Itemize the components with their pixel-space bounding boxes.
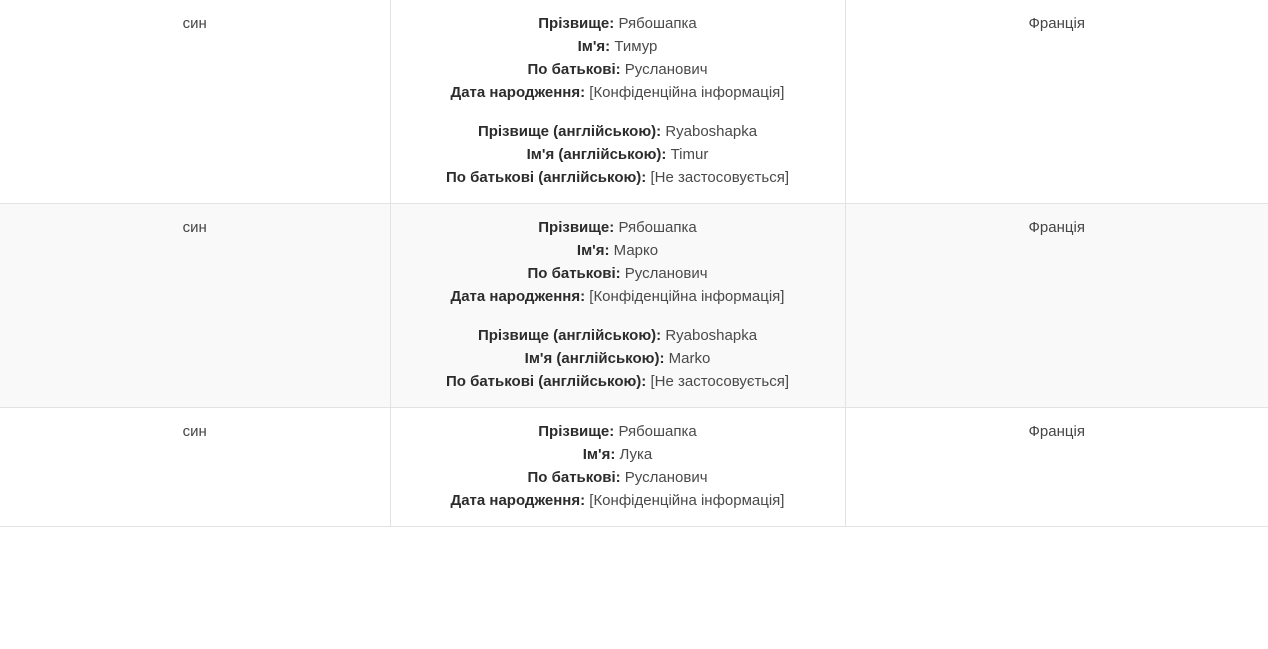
patronymic-label: По батькові: <box>527 61 621 78</box>
surname-label: Прізвище: <box>538 423 615 440</box>
patronymic-en-value: [Не застосовується] <box>650 373 790 390</box>
table-row <box>0 408 1268 527</box>
birth-date-line <box>405 285 831 308</box>
relation-value: син <box>182 219 207 236</box>
first-name-en-line <box>405 143 831 166</box>
relation-value: син <box>182 423 207 440</box>
first-name-label: Ім'я: <box>577 38 611 55</box>
first-name-value: Лука <box>619 446 653 463</box>
country-cell <box>845 408 1268 527</box>
birth-date-value: [Конфіденційна інформація] <box>589 84 785 101</box>
surname-en-label: Прізвище (англійською): <box>477 123 662 140</box>
patronymic-en-line <box>405 166 831 189</box>
birth-date-line <box>405 489 831 512</box>
relation-value: син <box>182 15 207 32</box>
relation-cell <box>0 0 390 204</box>
details-cell <box>390 204 845 408</box>
surname-label: Прізвище: <box>538 15 615 32</box>
first-name-value: Марко <box>613 242 659 259</box>
surname-line <box>405 420 831 443</box>
surname-en-label: Прізвище (англійською): <box>477 327 662 344</box>
surname-value: Рябошапка <box>618 15 697 32</box>
patronymic-value: Русланович <box>624 61 708 78</box>
surname-en-line <box>405 120 831 143</box>
surname-line <box>405 12 831 35</box>
first-name-value: Тимур <box>614 38 658 55</box>
patronymic-label: По батькові: <box>527 469 621 486</box>
patronymic-value: Русланович <box>624 265 708 282</box>
country-cell <box>845 0 1268 204</box>
surname-value: Рябошапка <box>618 423 697 440</box>
patronymic-line <box>405 466 831 489</box>
first-name-en-value: Timur <box>670 146 709 163</box>
field-group-separator <box>405 308 831 324</box>
patronymic-en-line <box>405 370 831 393</box>
first-name-en-label: Ім'я (англійською): <box>526 146 667 163</box>
patronymic-line <box>405 58 831 81</box>
first-name-line <box>405 443 831 466</box>
patronymic-en-label: По батькові (англійською): <box>445 373 647 390</box>
table-row <box>0 204 1268 408</box>
surname-label: Прізвище: <box>538 219 615 236</box>
birth-date-label: Дата народження: <box>450 84 586 101</box>
surname-en-value: Ryaboshapka <box>665 327 758 344</box>
first-name-en-label: Ім'я (англійською): <box>524 350 665 367</box>
relation-cell <box>0 204 390 408</box>
patronymic-value: Русланович <box>624 469 708 486</box>
birth-date-value: [Конфіденційна інформація] <box>589 288 785 305</box>
birth-date-label: Дата народження: <box>450 492 586 509</box>
birth-date-value: [Конфіденційна інформація] <box>589 492 785 509</box>
surname-en-line <box>405 324 831 347</box>
first-name-en-line <box>405 347 831 370</box>
first-name-line <box>405 35 831 58</box>
country-value: Франція <box>1028 423 1085 440</box>
patronymic-label: По батькові: <box>527 265 621 282</box>
first-name-label: Ім'я: <box>582 446 616 463</box>
surname-line <box>405 216 831 239</box>
surname-en-value: Ryaboshapka <box>665 123 758 140</box>
patronymic-en-value: [Не застосовується] <box>650 169 790 186</box>
country-cell <box>845 204 1268 408</box>
patronymic-line <box>405 262 831 285</box>
first-name-en-value: Marko <box>668 350 711 367</box>
country-value: Франція <box>1028 15 1085 32</box>
details-cell <box>390 0 845 204</box>
surname-value: Рябошапка <box>618 219 697 236</box>
patronymic-en-label: По батькові (англійською): <box>445 169 647 186</box>
first-name-label: Ім'я: <box>576 242 610 259</box>
birth-date-label: Дата народження: <box>450 288 586 305</box>
table-row <box>0 0 1268 204</box>
country-value: Франція <box>1028 219 1085 236</box>
first-name-line <box>405 239 831 262</box>
field-group-separator <box>405 104 831 120</box>
birth-date-line <box>405 81 831 104</box>
relation-cell <box>0 408 390 527</box>
details-cell <box>390 408 845 527</box>
